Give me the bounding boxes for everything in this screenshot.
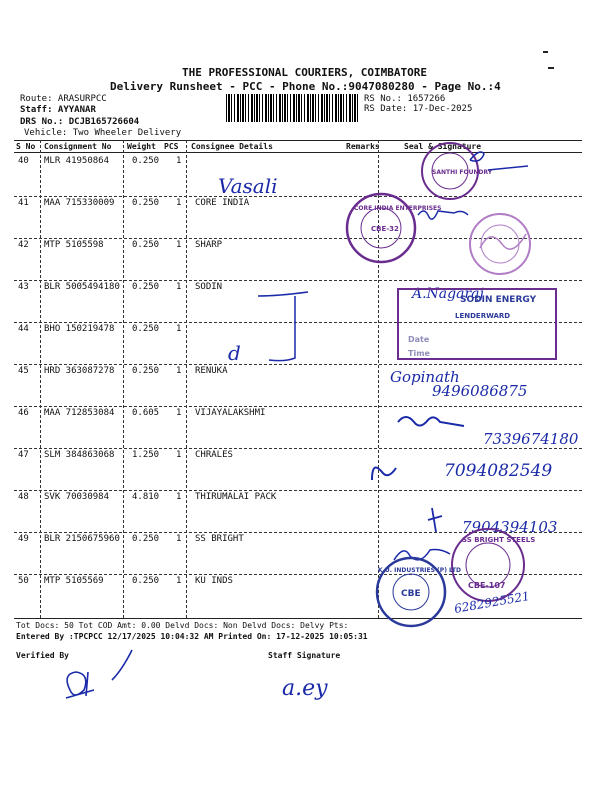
row-weight: 0.250	[132, 240, 160, 250]
svg-text:CBE: CBE	[401, 589, 421, 599]
row-weight: 0.250	[132, 324, 160, 334]
row-pcs: 1	[176, 450, 182, 460]
row-consignee: CHRALES	[195, 450, 233, 460]
row-pcs: 1	[176, 324, 182, 334]
svg-text:CORE INDIA ENTERPRISES: CORE INDIA ENTERPRISES	[354, 205, 442, 212]
row-consignment: MAA 712853084	[44, 408, 115, 418]
svg-text:SODIN ENERGY: SODIN ENERGY	[460, 295, 537, 305]
row-consignee: KU INDS	[195, 576, 233, 586]
phone-row46: 7339674180	[483, 430, 579, 448]
row-consignment: MTP 5105598	[44, 240, 104, 250]
col-consignment: Consignment No	[44, 142, 112, 151]
row-pcs: 1	[176, 240, 182, 250]
rs-date: RS Date: 17-Dec-2025	[364, 104, 473, 114]
signature-row47	[372, 468, 396, 481]
verified-signature	[66, 650, 132, 698]
row-consignment: MLR 41950864	[44, 156, 110, 166]
row-sno: 46	[18, 408, 29, 418]
staff-signature: a.ey	[282, 676, 328, 701]
row-consignee: SODIN	[195, 282, 223, 292]
row-weight: 0.605	[132, 408, 160, 418]
row-consignee: RENUKA	[195, 366, 228, 376]
phone-row47: 7094082549	[444, 461, 553, 481]
col-remarks: Remarks	[346, 142, 380, 151]
signature-row40: Vasali	[218, 174, 278, 198]
col-weight: Weight	[127, 142, 156, 151]
vehicle-label: Vehicle: Two Wheeler Delivery	[24, 128, 182, 138]
signature-row43: A.Nagaraj	[412, 286, 484, 302]
totals-line: Tot Docs: 50 Tot COD Amt: 0.00 Delvd Docs: Non Delvd Docs: Delvy Pts:	[16, 621, 349, 630]
svg-text:Date: Date	[408, 335, 430, 344]
row-weight: 0.250	[132, 576, 160, 586]
row-consignment: SVK 70030984	[44, 492, 110, 502]
row-consignment: MTP 5105569	[44, 576, 104, 586]
scribble-row43	[258, 292, 308, 361]
staff-signature-label: Staff Signature	[268, 651, 341, 660]
row-weight: 0.250	[132, 534, 160, 544]
row-sno: 42	[18, 240, 29, 250]
signature-row44: d	[228, 341, 241, 365]
phone-row49: 6282925521	[453, 588, 531, 616]
signature-row48	[428, 508, 442, 532]
ku-inds-stamp	[377, 558, 461, 626]
row-sno: 49	[18, 534, 29, 544]
svg-text:CBE-32: CBE-32	[371, 225, 399, 233]
row-consignment: MAA 715330009	[44, 198, 115, 208]
rs-number: RS No.: 1657266	[364, 94, 446, 104]
route-label: Route: ARASURPCC	[20, 94, 107, 104]
row-sno: 45	[18, 366, 29, 376]
drs-number: DRS No.: DCJB165726604	[20, 117, 140, 127]
svg-text:LENDERWARD: LENDERWARD	[455, 312, 511, 320]
row-pcs: 1	[176, 156, 182, 166]
row-sno: 44	[18, 324, 29, 334]
phone-row45: 9496086875	[432, 382, 528, 400]
staff-label: Staff: AYYANAR	[20, 105, 96, 115]
svg-text:Time: Time	[408, 349, 430, 358]
entered-line: Entered By :TPCPCC 12/17/2025 10:04:32 AM Printed On: 17-12-2025 10:05:31	[16, 632, 368, 641]
row-consignee: SHARP	[195, 240, 223, 250]
row-pcs: 1	[176, 534, 182, 544]
svg-text:CBE-107: CBE-107	[468, 581, 506, 590]
row-pcs: 1	[176, 576, 182, 586]
col-pcs: PCS	[164, 142, 179, 151]
row-pcs: 1	[176, 492, 182, 502]
company-title: THE PROFESSIONAL COURIERS, COIMBATORE	[182, 66, 428, 79]
row-sno: 43	[18, 282, 29, 292]
row-pcs: 1	[176, 366, 182, 376]
col-consignee: Consignee Details	[191, 142, 273, 151]
row-consignment: BLR 5005494180	[44, 282, 120, 292]
sharp-stamp	[470, 214, 530, 274]
row-sno: 41	[18, 198, 29, 208]
row-sno: 47	[18, 450, 29, 460]
verified-by-label: Verified By	[16, 651, 69, 660]
row-consignment: BHO 150219478	[44, 324, 115, 334]
row-sno: 40	[18, 156, 29, 166]
row-consignment: SLM 384863068	[44, 450, 115, 460]
row-weight: 4.810	[132, 492, 160, 502]
phone-row48: 7904394103	[462, 518, 558, 536]
row-weight: 0.250	[132, 282, 160, 292]
row-weight: 0.250	[132, 366, 160, 376]
row-consignee: CORE INDIA	[195, 198, 250, 208]
svg-text:SS BRIGHT STEELS: SS BRIGHT STEELS	[462, 536, 536, 544]
row-consignment: BLR 2150675960	[44, 534, 120, 544]
signature-row45: Gopinath	[390, 368, 460, 386]
svg-text:SANTHI FOUNDRY: SANTHI FOUNDRY	[432, 169, 493, 176]
row-weight: 0.250	[132, 156, 160, 166]
row-consignee: VIJAYALAKSHMI	[195, 408, 266, 418]
runsheet-subtitle: Delivery Runsheet - PCC - Phone No.:9047080280 - Page No.:4	[110, 80, 501, 93]
col-sno: S No	[16, 142, 36, 151]
col-seal: Seal & Signature	[404, 142, 482, 151]
santhi-foundry-stamp	[422, 143, 528, 199]
row-consignee: THIRUMALAI PACK	[195, 492, 277, 502]
row-sno: 50	[18, 576, 29, 586]
row-pcs: 1	[176, 198, 182, 208]
signature-row46	[398, 417, 464, 426]
row-weight: 0.250	[132, 198, 160, 208]
row-pcs: 1	[176, 408, 182, 418]
svg-text:K.U. INDUSTRIES (P) LTD: K.U. INDUSTRIES (P) LTD	[378, 567, 461, 574]
row-pcs: 1	[176, 282, 182, 292]
row-consignment: HRD 363087278	[44, 366, 115, 376]
row-weight: 1.250	[132, 450, 160, 460]
row-sno: 48	[18, 492, 29, 502]
core-india-stamp	[347, 194, 468, 262]
row-consignee: SS BRIGHT	[195, 534, 244, 544]
